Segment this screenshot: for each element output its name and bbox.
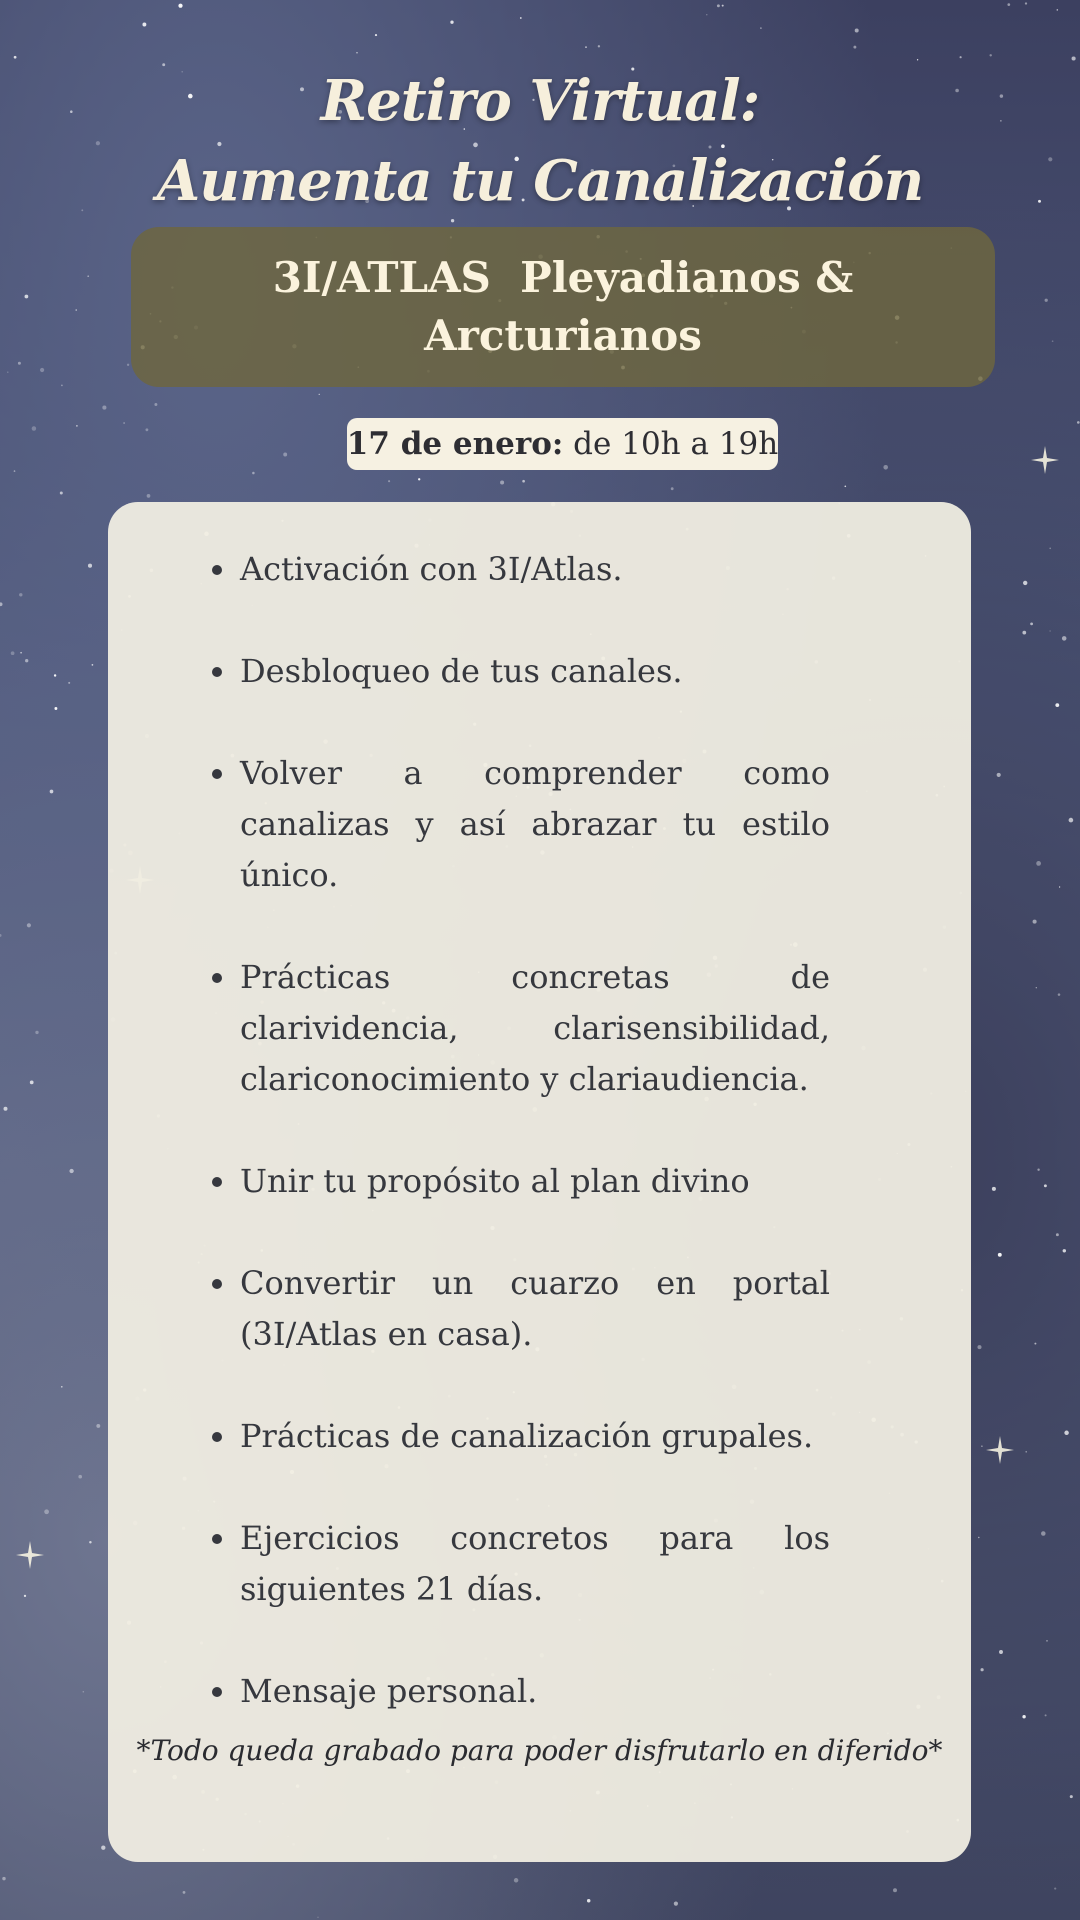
star	[855, 29, 859, 33]
star	[418, 478, 420, 480]
list-item: Convertir un cuarzo en portal (3I/Atlas en casa).	[240, 1258, 830, 1360]
sparkle-star	[1031, 446, 1059, 474]
star	[1055, 703, 1059, 707]
star	[1037, 1169, 1039, 1171]
star	[92, 664, 94, 666]
star	[1025, 1451, 1027, 1453]
star	[61, 385, 63, 387]
star	[717, 4, 720, 7]
star	[1054, 1888, 1056, 1890]
star	[1069, 818, 1074, 823]
list-item: Volver a comprender como canalizas y así abrazar tu estilo único.	[240, 748, 830, 901]
star	[145, 428, 148, 431]
star	[88, 564, 92, 568]
star	[101, 1846, 105, 1850]
star	[252, 472, 255, 475]
star	[317, 1917, 318, 1918]
star	[0, 602, 2, 606]
date-badge	[347, 418, 778, 470]
list-item: Activación con 3I/Atlas.	[240, 544, 830, 595]
star	[14, 56, 17, 59]
star	[722, 5, 724, 7]
star	[319, 394, 320, 395]
star	[917, 59, 918, 60]
star	[83, 1691, 85, 1693]
star	[1030, 623, 1033, 626]
star	[1058, 993, 1061, 996]
star	[1064, 1431, 1069, 1436]
star	[585, 46, 587, 48]
star	[999, 1650, 1003, 1654]
recording-footnote: *Todo queda grabado para poder disfrutarlo en diferido*	[136, 1734, 943, 1767]
star	[1056, 1233, 1059, 1236]
star	[1044, 1184, 1047, 1187]
star	[78, 1475, 82, 1479]
star	[1023, 581, 1027, 585]
star	[1036, 987, 1037, 988]
list-item: Desbloqueo de tus canales.	[240, 646, 830, 697]
list-item: Unir tu propósito al plan divino	[240, 1156, 830, 1207]
star	[2, 1877, 5, 1880]
star	[19, 593, 22, 596]
star	[883, 465, 888, 470]
star	[40, 368, 44, 372]
star	[25, 295, 29, 299]
star	[1041, 1531, 1046, 1536]
star	[89, 1541, 91, 1543]
sparkle-star	[16, 1541, 44, 1569]
star	[450, 21, 453, 24]
star	[32, 426, 36, 430]
star	[30, 1081, 34, 1085]
star	[1059, 886, 1060, 887]
star	[1049, 548, 1051, 550]
star	[388, 480, 390, 482]
star	[1045, 1714, 1047, 1716]
star	[1070, 1795, 1073, 1798]
star	[24, 1595, 26, 1597]
star	[54, 707, 57, 710]
star	[977, 1345, 981, 1349]
event-title-line-1: Retiro Virtual:	[320, 68, 760, 134]
star	[893, 1888, 897, 1892]
star	[1022, 631, 1026, 635]
star	[1046, 1640, 1047, 1641]
topic-banner	[131, 227, 995, 387]
star	[706, 14, 707, 15]
star	[587, 1899, 590, 1902]
star	[981, 1668, 984, 1671]
star	[1062, 636, 1067, 641]
star	[61, 1386, 63, 1388]
star	[671, 487, 674, 490]
star	[123, 422, 125, 424]
star	[127, 364, 129, 366]
list-item: Ejercicios concretos para los siguientes 21 días.	[240, 1513, 830, 1615]
star	[76, 425, 78, 427]
star	[674, 1902, 678, 1906]
star	[1063, 1249, 1066, 1252]
star	[54, 674, 56, 676]
star	[1052, 340, 1054, 342]
star	[50, 790, 54, 794]
star	[102, 406, 106, 410]
star	[998, 1253, 1002, 1257]
star	[142, 23, 146, 27]
star	[522, 480, 525, 483]
star	[44, 1509, 49, 1514]
banner-line-2: Arcturianos	[424, 311, 702, 360]
star	[0, 934, 2, 937]
banner-line-1: 3I/ATLAS Pleyadianos &	[272, 253, 854, 302]
sparkle-star	[986, 1436, 1014, 1464]
star	[1045, 299, 1048, 302]
star	[27, 923, 31, 927]
list-item: Prácticas de canalización grupales.	[240, 1411, 830, 1462]
star	[960, 56, 962, 58]
list-item: Mensaje personal.	[240, 1666, 830, 1717]
star	[35, 1031, 38, 1034]
star	[96, 1424, 100, 1428]
star	[997, 773, 1001, 777]
star	[989, 54, 991, 56]
star	[1072, 56, 1076, 60]
star	[1022, 1715, 1025, 1718]
star	[20, 652, 22, 654]
activities-list	[240, 544, 840, 1768]
date-time: de 10h a 19h	[563, 426, 779, 462]
star	[11, 651, 15, 655]
star	[1007, 3, 1010, 6]
date-label: 17 de enero:	[346, 426, 564, 462]
star	[68, 682, 70, 684]
activities-card	[108, 502, 971, 1862]
star	[25, 659, 28, 662]
star	[981, 1445, 983, 1447]
star	[853, 46, 856, 49]
star	[154, 403, 157, 406]
star	[1049, 630, 1050, 631]
star	[514, 1878, 519, 1883]
event-title-line-2: Aumenta tu Canalización	[156, 148, 924, 214]
star	[75, 309, 77, 311]
star	[7, 372, 8, 373]
star	[520, 17, 522, 19]
star	[4, 1107, 8, 1111]
star	[178, 4, 182, 8]
star	[283, 453, 287, 457]
star	[760, 27, 762, 29]
star	[375, 34, 377, 36]
star	[1057, 9, 1059, 11]
star	[1034, 1343, 1036, 1345]
star	[69, 1169, 73, 1173]
star	[183, 1891, 186, 1894]
star	[978, 1537, 979, 1538]
star	[500, 480, 504, 484]
star	[356, 52, 357, 53]
list-item: Prácticas concretas de clarividencia, clarisensibilidad, clariconocimiento y clariaudiencia.	[240, 952, 830, 1105]
star	[598, 45, 600, 47]
star	[14, 470, 16, 472]
star	[1036, 861, 1041, 866]
star	[60, 492, 63, 495]
star	[992, 1187, 996, 1191]
star	[1077, 421, 1080, 424]
star	[87, 275, 89, 277]
star	[18, 362, 21, 365]
star	[1033, 920, 1037, 924]
star	[147, 494, 151, 498]
star	[844, 485, 846, 487]
star	[1025, 2, 1027, 4]
